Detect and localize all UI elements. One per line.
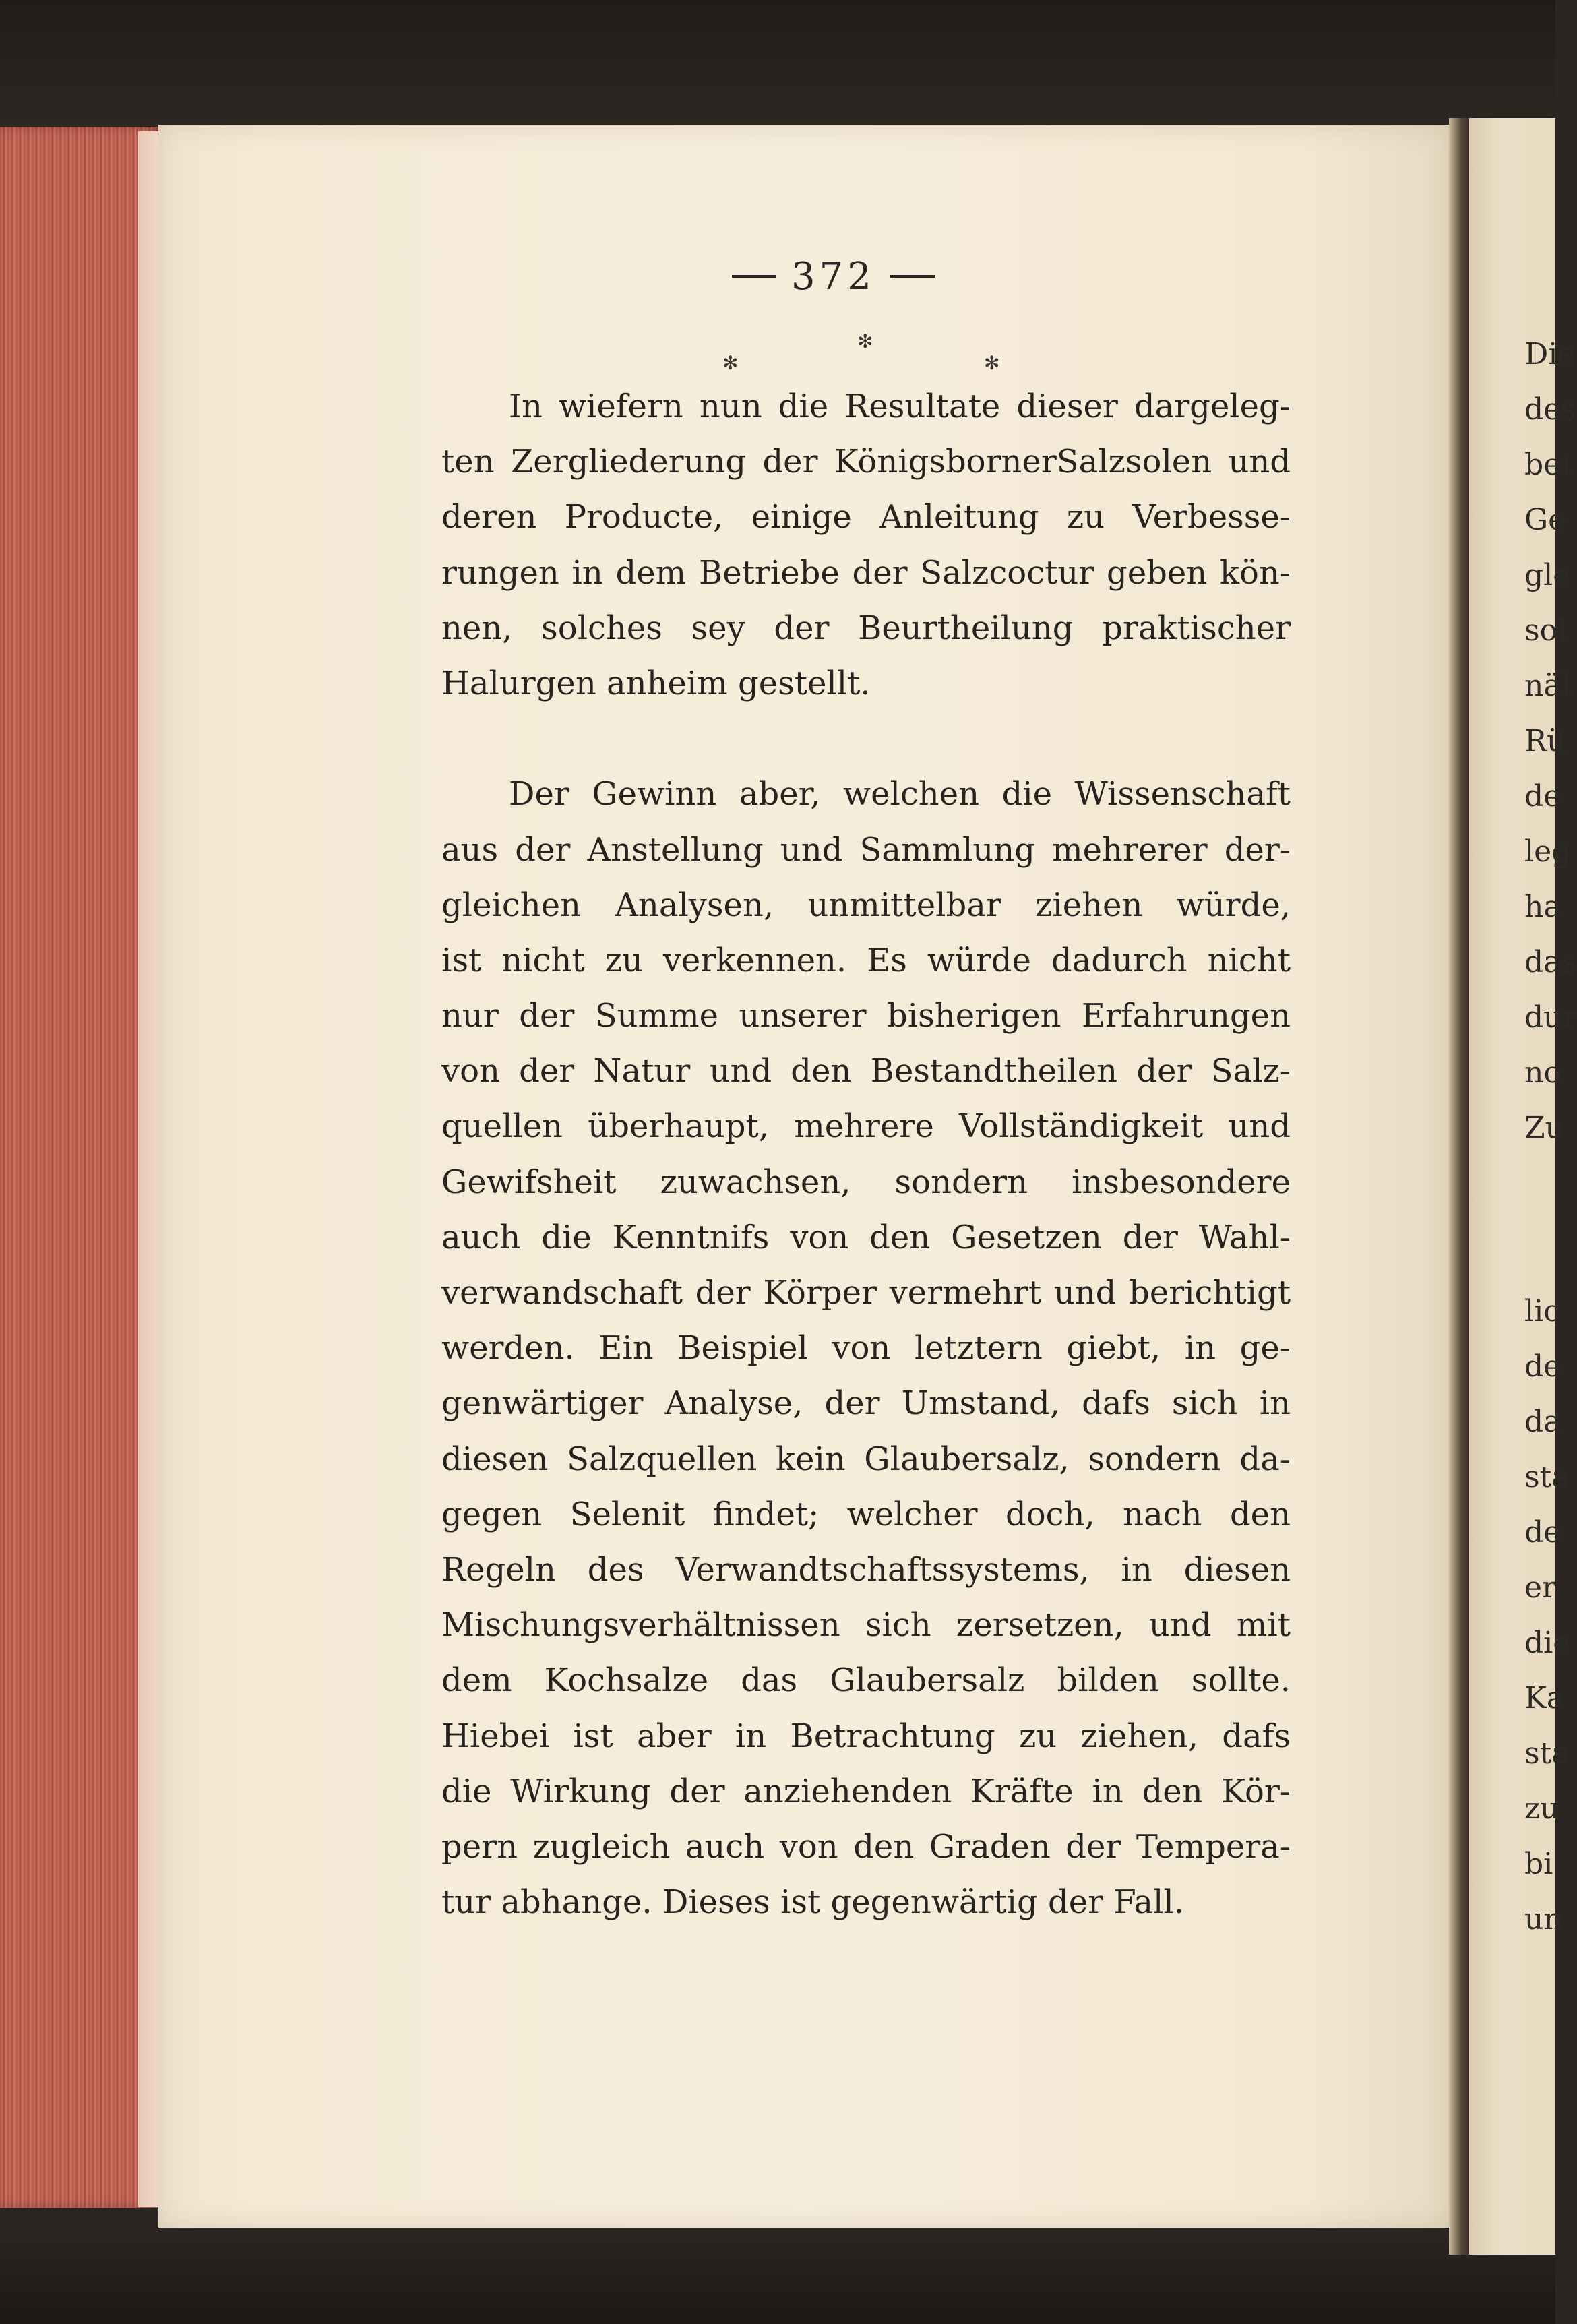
facing-page-fragment: no	[1524, 1056, 1561, 1090]
text-line: diesen Salzquellen kein Glaubersalz, sondern da-	[441, 1440, 1291, 1478]
text-line: nen, solches sey der Beurtheilung praktischer	[441, 609, 1291, 647]
text-line: Gewifsheit zuwachsen, sondern insbesondere	[441, 1163, 1291, 1201]
header-dash-left	[732, 275, 776, 278]
page-header	[732, 253, 1001, 300]
facing-page-fragment: näl	[1524, 669, 1571, 703]
text-line: ist nicht zu verkennen. Es würde dadurch nicht	[441, 941, 1291, 979]
facing-page-fragment: dur	[1524, 1000, 1577, 1035]
text-line: rungen in dem Betriebe der Salzcoctur geben kön-	[441, 553, 1291, 592]
text-line: Regeln des Verwandtschaftssystems, in diesen	[441, 1550, 1291, 1589]
facing-page-fragment: de	[1524, 779, 1561, 814]
text-line: In wiefern nun die Resultate dieser dargeleg-	[509, 388, 1291, 425]
text-line: deren Producte, einige Anleitung zu Verbesse-	[441, 498, 1291, 537]
text-line: gleichen Analysen, unmittelbar ziehen würde,	[441, 886, 1291, 924]
text-line: nur der Summe unserer bisherigen Erfahrungen	[441, 997, 1291, 1035]
text-line: von der Natur und den Bestandtheilen der Salz-	[441, 1052, 1291, 1091]
background-bottom	[0, 2238, 1555, 2324]
facing-page-fragment: des	[1524, 392, 1576, 427]
main-text	[441, 379, 1291, 1930]
page-edges-red	[0, 127, 160, 2208]
facing-page-fragment: Ge	[1524, 503, 1566, 537]
paragraph-gap	[441, 711, 1291, 766]
header-dash-right	[890, 275, 935, 278]
text-line: Mischungsverhältnissen sich zersetzen, und mit	[441, 1606, 1291, 1645]
text-line: werden. Ein Beispiel von letztern giebt, in ge-	[441, 1329, 1291, 1368]
facing-page-fragment: zu	[1524, 1792, 1559, 1826]
facing-page-fragment: gle	[1524, 558, 1571, 592]
text-line: verwandschaft der Körper vermehrt und berichtigt	[441, 1274, 1291, 1312]
text-line: pern zugleich auch von den Graden der Tempera-	[441, 1827, 1291, 1866]
facing-page-fragment: Zu	[1524, 1111, 1564, 1145]
facing-page-fragment: da	[1524, 1405, 1561, 1439]
text-line: genwärtiger Analyse, der Umstand, dafs sich in	[441, 1384, 1291, 1423]
facing-page-fragment: sol	[1524, 613, 1568, 648]
text-line: Der Gewinn aber, welchen die Wissenschaft	[509, 775, 1291, 814]
facing-page-fragment: leg	[1524, 834, 1571, 869]
facing-page-fragment: bi	[1524, 1847, 1553, 1881]
facing-page-fragment: sta	[1524, 1460, 1570, 1494]
facing-page-fragment: ha	[1524, 890, 1561, 924]
text-line: quellen überhaupt, mehrere Vollständigkeit und	[441, 1107, 1291, 1146]
facing-page-fragment: un	[1524, 1902, 1563, 1936]
text-line: auch die Kenntnifs von den Gesetzen der Wahl-	[441, 1218, 1291, 1256]
facing-page-fragment: die	[1524, 1626, 1571, 1660]
text-line: die Wirkung der anziehenden Kräfte in den Kör-	[441, 1772, 1291, 1810]
facing-page-fragment: sta	[1524, 1736, 1570, 1771]
facing-page-fragment: de	[1524, 1349, 1561, 1384]
facing-page-fragment: de	[1524, 1515, 1561, 1550]
asterism-star-icon: ✻	[984, 352, 1000, 374]
text-line: dem Kochsalze das Glaubersalz bilden sollte.	[441, 1661, 1291, 1700]
text-line: gegen Selenit findet; welcher doch, nach den	[441, 1495, 1291, 1533]
asterism-star-icon: ✻	[722, 352, 739, 374]
facing-page-fragment: Rü	[1524, 724, 1566, 758]
text-line: ten Zergliederung der KönigsbornerSalzsolen und	[441, 443, 1291, 481]
facing-page-fragment: lic	[1524, 1294, 1560, 1328]
page-number: 372	[791, 254, 875, 299]
background-top	[0, 0, 1555, 135]
text-line: aus der Anstellung und Sammlung mehrerer der-	[441, 830, 1291, 869]
facing-page-fragment: er	[1524, 1570, 1557, 1605]
asterism-star-icon: ✻	[857, 330, 873, 353]
facing-page-fragment: bei	[1524, 448, 1571, 482]
book-gutter	[1449, 118, 1469, 2255]
text-line: tur abhange. Dieses ist gegenwärtig der Fall.	[441, 1883, 1184, 1922]
facing-page-fragment: Ka	[1524, 1681, 1565, 1715]
facing-page-fragment: Die	[1524, 337, 1576, 371]
facing-page-fragment: das	[1524, 945, 1576, 979]
text-line: Hiebei ist aber in Betrachtung zu ziehen, dafs	[441, 1717, 1291, 1755]
text-line: Halurgen anheim gestellt.	[441, 664, 871, 702]
